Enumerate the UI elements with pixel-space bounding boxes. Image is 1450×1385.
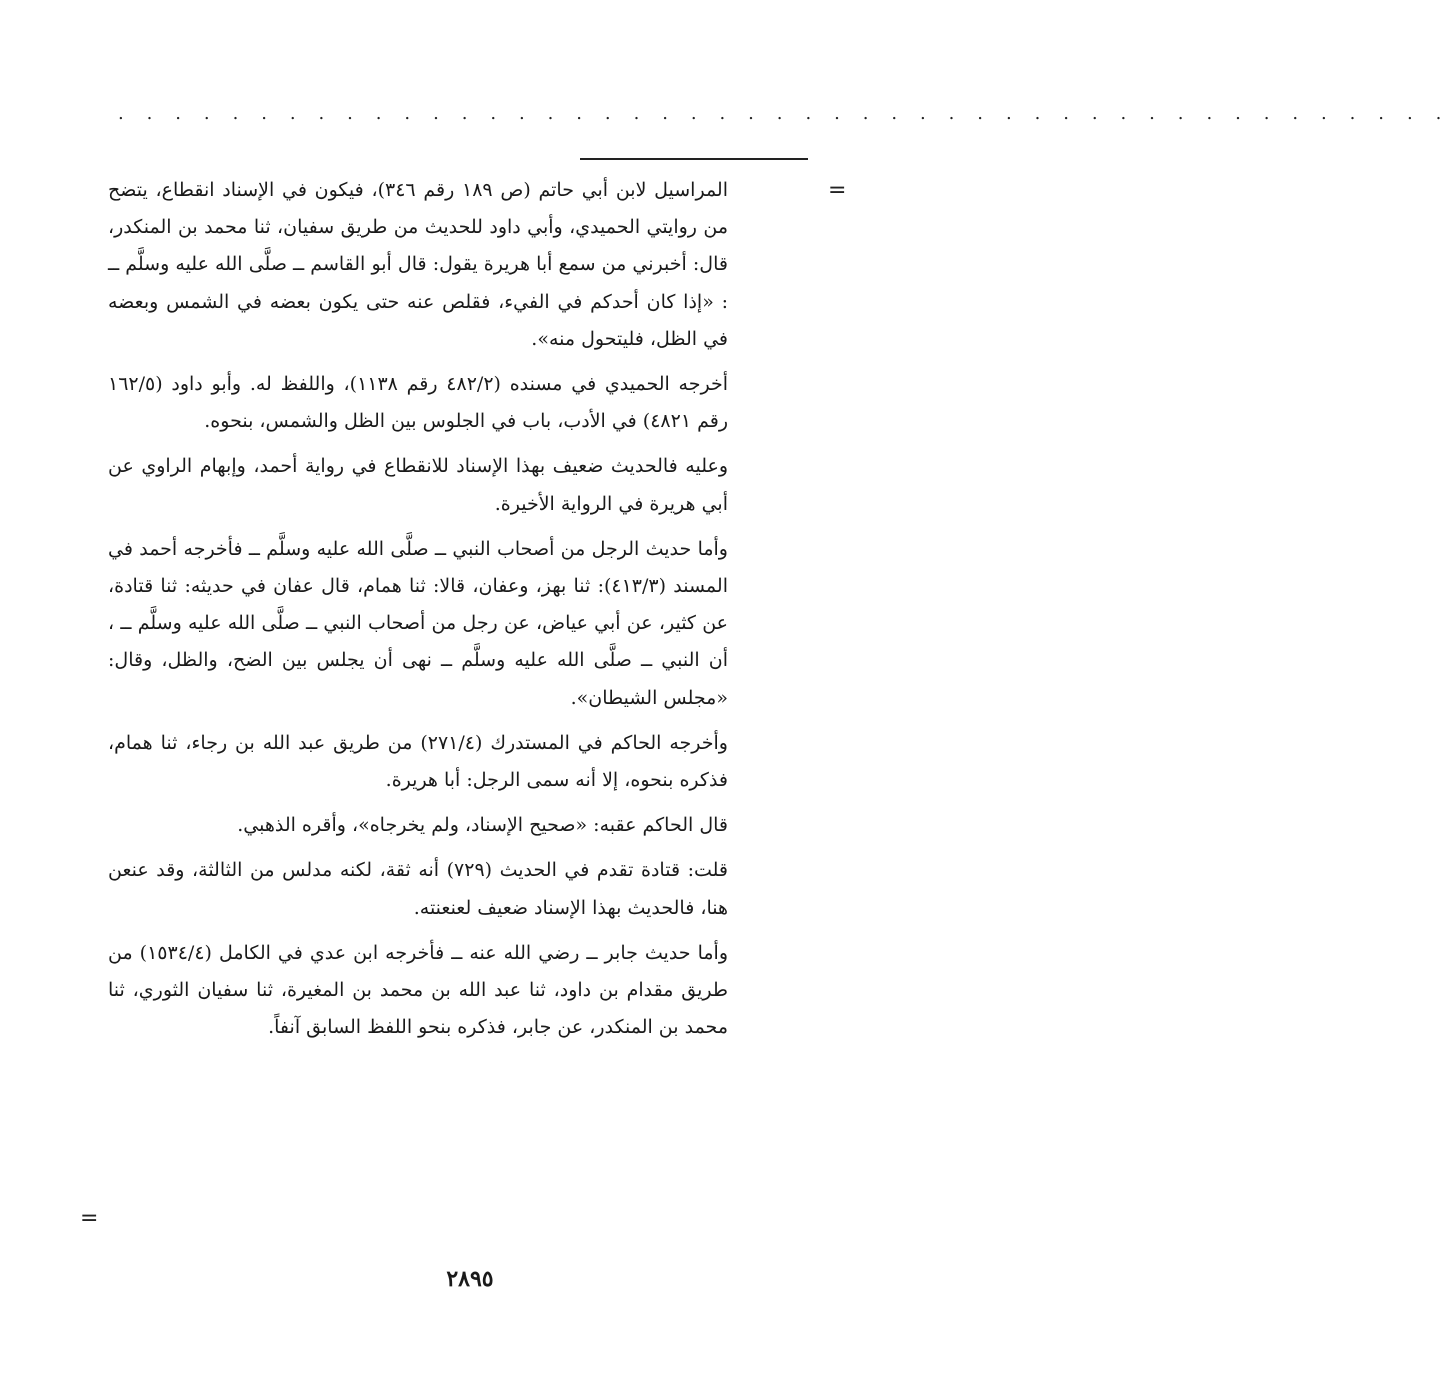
paragraph-8: وأما حديث جابر ــ رضي الله عنه ــ فأخرجه ابن عدي في الكامل (١٥٣٤/٤) من طريق مقدام بن داود، ثنا عبد الله بن محمد بن المغيرة، ثنا سفيان الثوري، ثنا محمد بن المنكدر، عن جابر، فذكره بنحو اللفظ السابق آنفاً.	[108, 941, 729, 1039]
footnote-rule	[580, 158, 808, 160]
paragraph-7: قلت: قتادة تقدم في الحديث (٧٢٩) أنه ثقة، لكنه مدلس من الثالثة، وقد عنعن هنا، فالحديث بهذا الإسناد ضعيف لعنعنته.	[108, 859, 728, 919]
paragraph-5: وأخرجه الحاكم في المستدرك (٢٧١/٤) من طريق عبد الله بن رجاء، ثنا همام، فذكره بنحوه، إلا أنه سمى الرجل: أبا هريرة.	[108, 731, 728, 792]
paragraph-1: المراسيل لابن أبي حاتم (ص ١٨٩ رقم ٣٤٦)، فيكون في الإسناد انقطاع، يتضح من روايتي الحميدي، وأبي داود للحديث من طريق سفيان، ثنا محمد بن المنكدر، قال: أخبرني من سمع أبا هريرة يقول: قال أبو القاسم ــ صلَّى الله عليه وسلَّم ــ : «إذا كان أحدكم في الفيء، فقلص عنه حتى يكون بعضه في الشمس وبعضه في الظل، فليتحول منه».	[108, 179, 729, 350]
header-separator-dots: . . . . . . . . . . . . . . . . . . . . . . . . . . . . . . . . . . . . . . . . . . . . . . .	[118, 103, 1450, 124]
paragraph-4: وأما حديث الرجل من أصحاب النبي ــ صلَّى الله عليه وسلَّم ــ فأخرجه أحمد في المسند (٤١٣/٣): ثنا بهز، وعفان، قالا: ثنا همام، قال عفان في حديثه: ثنا قتادة، عن كثير، عن أبي عياض، عن رجل من أصحاب النبي ــ صلَّى الله عليه وسلَّم ــ ، أن النبي ــ صلَّى الله عليه وسلَّم ــ نهى أن يجلس بين الضح، والظل، وقال: «مجلس الشيطان».	[108, 537, 728, 709]
paragraph-6: قال الحاكم عقبه: «صحيح الإسناد، ولم يخرجاه»، وأقره الذهبي.	[237, 814, 728, 837]
continuation-marker-bottom: =	[80, 1206, 99, 1231]
paragraph-2: أخرجه الحميدي في مسنده (٤٨٢/٢ رقم ١١٣٨)، واللفظ له. وأبو داود (١٦٢/٥ رقم ٤٨٢١) في الأدب، باب في الجلوس بين الظل والشمس، بنحوه.	[108, 373, 728, 433]
paragraph-3: وعليه فالحديث ضعيف بهذا الإسناد للانقطاع في رواية أحمد، وإبهام الراوي عن أبي هريرة في الرواية الأخيرة.	[108, 455, 728, 515]
footnote-body	[108, 172, 728, 1054]
continuation-marker-top: =	[828, 178, 847, 203]
page-number: ٢٨٩٥	[446, 1266, 494, 1292]
